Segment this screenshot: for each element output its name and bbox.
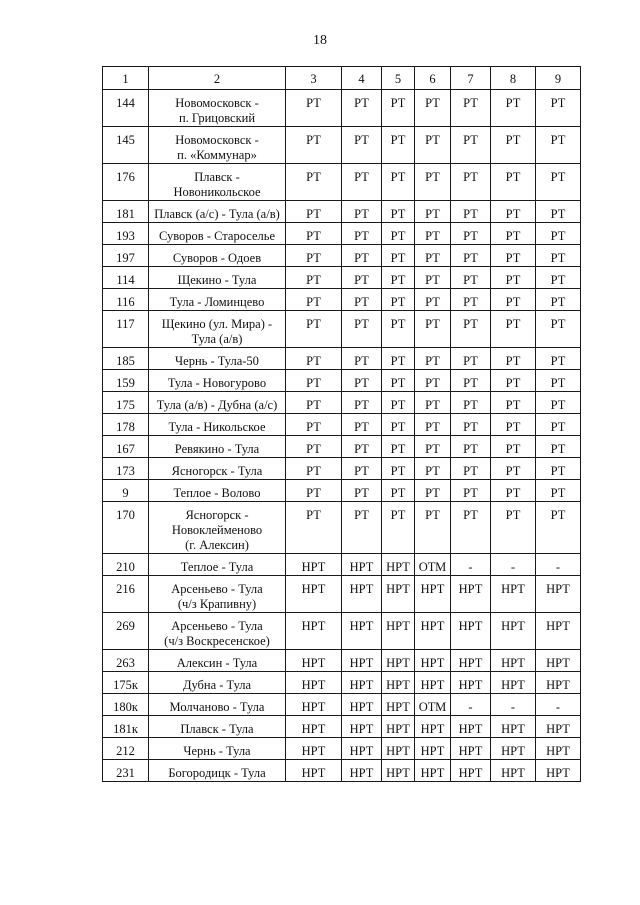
status-cell: РТ [415, 370, 451, 392]
route-number-cell: 210 [103, 554, 149, 576]
status-cell: РТ [286, 370, 342, 392]
status-cell: НРТ [342, 576, 382, 613]
header-cell-6: 6 [415, 67, 451, 90]
route-number-cell: 231 [103, 760, 149, 782]
status-cell: РТ [451, 414, 491, 436]
status-cell: РТ [286, 311, 342, 348]
status-cell: РТ [491, 223, 536, 245]
table-row [103, 672, 581, 694]
table-row [103, 414, 581, 436]
status-cell: РТ [536, 458, 581, 480]
status-cell: РТ [286, 348, 342, 370]
status-cell: НРТ [451, 650, 491, 672]
status-cell: РТ [451, 201, 491, 223]
status-cell: РТ [415, 458, 451, 480]
route-name-cell: Ревякино - Тула [149, 436, 286, 458]
route-number-cell: 180к [103, 694, 149, 716]
status-cell: РТ [342, 127, 382, 164]
status-cell: РТ [451, 267, 491, 289]
route-number-cell: 144 [103, 90, 149, 127]
route-name-cell: Щекино - Тула [149, 267, 286, 289]
table-row [103, 554, 581, 576]
status-cell: РТ [536, 90, 581, 127]
status-cell: РТ [382, 480, 415, 502]
status-cell: НРТ [342, 650, 382, 672]
status-cell: РТ [451, 392, 491, 414]
table-row [103, 223, 581, 245]
table-row [103, 613, 581, 650]
route-name-cell: Дубна - Тула [149, 672, 286, 694]
status-cell: РТ [342, 267, 382, 289]
status-cell: РТ [342, 201, 382, 223]
table-body [103, 67, 581, 782]
route-number-cell: 197 [103, 245, 149, 267]
status-cell: РТ [415, 90, 451, 127]
header-cell-9: 9 [536, 67, 581, 90]
table-row [103, 370, 581, 392]
status-cell: НРТ [536, 716, 581, 738]
status-cell: РТ [451, 90, 491, 127]
status-cell: РТ [536, 370, 581, 392]
status-cell: РТ [286, 289, 342, 311]
status-cell: НРТ [451, 576, 491, 613]
table-row [103, 164, 581, 201]
status-cell: РТ [415, 164, 451, 201]
status-cell: РТ [415, 127, 451, 164]
status-cell: НРТ [342, 694, 382, 716]
status-cell: РТ [342, 502, 382, 554]
status-cell: РТ [491, 348, 536, 370]
status-cell: НРТ [286, 554, 342, 576]
status-cell: НРТ [536, 650, 581, 672]
status-cell: РТ [536, 392, 581, 414]
status-cell: НРТ [491, 738, 536, 760]
status-cell: РТ [342, 245, 382, 267]
status-cell: РТ [415, 392, 451, 414]
header-cell-7: 7 [451, 67, 491, 90]
status-cell: РТ [451, 223, 491, 245]
status-cell: НРТ [536, 760, 581, 782]
status-cell: РТ [451, 245, 491, 267]
route-name-cell: Суворов - Одоев [149, 245, 286, 267]
status-cell: РТ [415, 289, 451, 311]
route-number-cell: 116 [103, 289, 149, 311]
status-cell: РТ [382, 370, 415, 392]
status-cell: РТ [382, 90, 415, 127]
route-number-cell: 145 [103, 127, 149, 164]
status-cell: НРТ [286, 613, 342, 650]
status-cell: РТ [382, 392, 415, 414]
route-name-cell: Плавск - Тула [149, 716, 286, 738]
status-cell: РТ [536, 348, 581, 370]
table-row [103, 738, 581, 760]
status-cell: РТ [451, 127, 491, 164]
route-table [102, 66, 581, 782]
route-number-cell: 117 [103, 311, 149, 348]
route-number-cell: 263 [103, 650, 149, 672]
route-name-cell: Тула - Новогурово [149, 370, 286, 392]
status-cell: - [491, 554, 536, 576]
status-cell: РТ [415, 436, 451, 458]
route-name-cell: Плавск - Новоникольское [149, 164, 286, 201]
status-cell: РТ [491, 245, 536, 267]
header-cell-4: 4 [342, 67, 382, 90]
status-cell: НРТ [382, 738, 415, 760]
route-name-cell: Тула (а/в) - Дубна (а/с) [149, 392, 286, 414]
table-row [103, 480, 581, 502]
status-cell: РТ [451, 370, 491, 392]
status-cell: НРТ [382, 576, 415, 613]
status-cell: РТ [536, 311, 581, 348]
table-row [103, 311, 581, 348]
route-number-cell: 269 [103, 613, 149, 650]
status-cell: РТ [286, 502, 342, 554]
route-number-cell: 178 [103, 414, 149, 436]
status-cell: РТ [286, 480, 342, 502]
status-cell: РТ [451, 502, 491, 554]
route-name-cell: Чернь - Тула-50 [149, 348, 286, 370]
status-cell: РТ [342, 223, 382, 245]
status-cell: РТ [342, 458, 382, 480]
status-cell: НРТ [415, 576, 451, 613]
status-cell: РТ [342, 90, 382, 127]
status-cell: РТ [491, 480, 536, 502]
status-cell: РТ [491, 201, 536, 223]
status-cell: НРТ [451, 613, 491, 650]
status-cell: НРТ [415, 672, 451, 694]
status-cell: НРТ [451, 738, 491, 760]
header-cell-3: 3 [286, 67, 342, 90]
status-cell: РТ [382, 502, 415, 554]
status-cell: РТ [286, 458, 342, 480]
route-number-cell: 212 [103, 738, 149, 760]
status-cell: НРТ [382, 672, 415, 694]
status-cell: РТ [451, 164, 491, 201]
status-cell: НРТ [286, 694, 342, 716]
route-name-cell: Ясногорск - Тула [149, 458, 286, 480]
status-cell: РТ [286, 201, 342, 223]
status-cell: РТ [342, 289, 382, 311]
status-cell: НРТ [286, 672, 342, 694]
route-name-cell: Теплое - Тула [149, 554, 286, 576]
status-cell: РТ [382, 267, 415, 289]
status-cell: РТ [415, 267, 451, 289]
status-cell: РТ [415, 414, 451, 436]
table-row [103, 127, 581, 164]
status-cell: НРТ [451, 672, 491, 694]
status-cell: НРТ [415, 650, 451, 672]
route-name-cell: Щекино (ул. Мира) - Тула (а/в) [149, 311, 286, 348]
status-cell: НРТ [536, 576, 581, 613]
route-number-cell: 216 [103, 576, 149, 613]
status-cell: РТ [286, 414, 342, 436]
status-cell: РТ [491, 414, 536, 436]
status-cell: НРТ [536, 613, 581, 650]
route-number-cell: 185 [103, 348, 149, 370]
header-row [103, 67, 581, 90]
route-number-cell: 175 [103, 392, 149, 414]
route-name-cell: Ясногорск - Новоклейменово (г. Алексин) [149, 502, 286, 554]
status-cell: НРТ [536, 738, 581, 760]
status-cell: НРТ [342, 554, 382, 576]
status-cell: НРТ [491, 576, 536, 613]
status-cell: РТ [382, 201, 415, 223]
status-cell: НРТ [382, 613, 415, 650]
route-name-cell: Арсеньево - Тула (ч/з Воскресенское) [149, 613, 286, 650]
status-cell: РТ [491, 267, 536, 289]
status-cell: РТ [382, 245, 415, 267]
route-number-cell: 181 [103, 201, 149, 223]
status-cell: РТ [491, 127, 536, 164]
status-cell: РТ [491, 164, 536, 201]
status-cell: РТ [536, 502, 581, 554]
status-cell: РТ [491, 370, 536, 392]
status-cell: РТ [286, 164, 342, 201]
route-name-cell: Чернь - Тула [149, 738, 286, 760]
route-number-cell: 176 [103, 164, 149, 201]
status-cell: НРТ [342, 760, 382, 782]
status-cell: РТ [491, 392, 536, 414]
table-row [103, 576, 581, 613]
status-cell: НРТ [415, 716, 451, 738]
status-cell: РТ [382, 289, 415, 311]
status-cell: НРТ [491, 672, 536, 694]
status-cell: РТ [342, 480, 382, 502]
route-number-cell: 193 [103, 223, 149, 245]
status-cell: НРТ [451, 760, 491, 782]
status-cell: НРТ [491, 650, 536, 672]
table-row [103, 716, 581, 738]
route-name-cell: Богородицк - Тула [149, 760, 286, 782]
status-cell: РТ [382, 348, 415, 370]
status-cell: - [451, 554, 491, 576]
status-cell: РТ [342, 311, 382, 348]
status-cell: РТ [286, 267, 342, 289]
status-cell: НРТ [382, 760, 415, 782]
status-cell: НРТ [451, 716, 491, 738]
route-name-cell: Тула - Никольское [149, 414, 286, 436]
route-name-cell: Молчаново - Тула [149, 694, 286, 716]
route-number-cell: 181к [103, 716, 149, 738]
status-cell: НРТ [415, 760, 451, 782]
table-row [103, 436, 581, 458]
table-row [103, 458, 581, 480]
header-cell-5: 5 [382, 67, 415, 90]
status-cell: РТ [536, 267, 581, 289]
status-cell: РТ [451, 458, 491, 480]
status-cell: РТ [382, 458, 415, 480]
header-cell-1: 1 [103, 67, 149, 90]
table-row [103, 90, 581, 127]
status-cell: РТ [491, 502, 536, 554]
status-cell: НРТ [382, 716, 415, 738]
route-name-cell: Новомосковск - п. Грицовский [149, 90, 286, 127]
status-cell: РТ [286, 245, 342, 267]
status-cell: РТ [415, 245, 451, 267]
status-cell: РТ [491, 436, 536, 458]
status-cell: РТ [382, 223, 415, 245]
status-cell: РТ [536, 127, 581, 164]
status-cell: РТ [415, 502, 451, 554]
status-cell: НРТ [342, 716, 382, 738]
status-cell: НРТ [286, 650, 342, 672]
status-cell: РТ [451, 436, 491, 458]
table-row [103, 289, 581, 311]
status-cell: РТ [286, 436, 342, 458]
status-cell: - [536, 694, 581, 716]
status-cell: РТ [451, 480, 491, 502]
status-cell: НРТ [342, 672, 382, 694]
status-cell: РТ [286, 392, 342, 414]
status-cell: РТ [382, 311, 415, 348]
status-cell: ОТМ [415, 694, 451, 716]
status-cell: НРТ [415, 613, 451, 650]
header-cell-2: 2 [149, 67, 286, 90]
route-number-cell: 175к [103, 672, 149, 694]
table-row [103, 348, 581, 370]
status-cell: РТ [451, 311, 491, 348]
route-number-cell: 9 [103, 480, 149, 502]
status-cell: НРТ [491, 760, 536, 782]
status-cell: РТ [415, 348, 451, 370]
status-cell: РТ [451, 348, 491, 370]
table-row [103, 694, 581, 716]
status-cell: РТ [536, 223, 581, 245]
status-cell: РТ [286, 127, 342, 164]
table-row [103, 502, 581, 554]
table-row [103, 760, 581, 782]
status-cell: РТ [342, 436, 382, 458]
status-cell: НРТ [491, 716, 536, 738]
page-number: 18 [313, 33, 327, 48]
status-cell: - [536, 554, 581, 576]
status-cell: РТ [451, 289, 491, 311]
status-cell: НРТ [342, 738, 382, 760]
status-cell: НРТ [286, 760, 342, 782]
status-cell: РТ [286, 223, 342, 245]
status-cell: РТ [415, 223, 451, 245]
status-cell: РТ [415, 480, 451, 502]
route-number-cell: 173 [103, 458, 149, 480]
status-cell: РТ [342, 164, 382, 201]
status-cell: НРТ [382, 554, 415, 576]
status-cell: РТ [382, 164, 415, 201]
route-name-cell: Тула - Ломинцево [149, 289, 286, 311]
status-cell: РТ [536, 436, 581, 458]
status-cell: РТ [415, 311, 451, 348]
status-cell: НРТ [536, 672, 581, 694]
status-cell: ОТМ [415, 554, 451, 576]
status-cell: РТ [382, 436, 415, 458]
status-cell: РТ [536, 164, 581, 201]
route-name-cell: Теплое - Волово [149, 480, 286, 502]
status-cell: НРТ [286, 738, 342, 760]
route-name-cell: Алексин - Тула [149, 650, 286, 672]
status-cell: РТ [491, 289, 536, 311]
route-number-cell: 170 [103, 502, 149, 554]
status-cell: РТ [536, 414, 581, 436]
status-cell: НРТ [382, 650, 415, 672]
status-cell: - [451, 694, 491, 716]
route-number-cell: 114 [103, 267, 149, 289]
header-cell-8: 8 [491, 67, 536, 90]
table-row [103, 267, 581, 289]
status-cell: РТ [536, 245, 581, 267]
status-cell: РТ [382, 414, 415, 436]
route-name-cell: Плавск (а/с) - Тула (а/в) [149, 201, 286, 223]
route-name-cell: Арсеньево - Тула (ч/з Крапивну) [149, 576, 286, 613]
status-cell: РТ [491, 311, 536, 348]
status-cell: РТ [536, 201, 581, 223]
status-cell: РТ [342, 414, 382, 436]
table-row [103, 201, 581, 223]
status-cell: НРТ [286, 576, 342, 613]
route-number-cell: 159 [103, 370, 149, 392]
status-cell: НРТ [342, 613, 382, 650]
status-cell: РТ [286, 90, 342, 127]
table-row [103, 245, 581, 267]
status-cell: РТ [342, 392, 382, 414]
route-number-cell: 167 [103, 436, 149, 458]
table-row [103, 392, 581, 414]
status-cell: РТ [382, 127, 415, 164]
status-cell: РТ [415, 201, 451, 223]
status-cell: РТ [491, 458, 536, 480]
status-cell: РТ [536, 289, 581, 311]
status-cell: НРТ [286, 716, 342, 738]
status-cell: НРТ [491, 613, 536, 650]
status-cell: - [491, 694, 536, 716]
status-cell: РТ [536, 480, 581, 502]
status-cell: НРТ [382, 694, 415, 716]
route-name-cell: Новомосковск - п. «Коммунар» [149, 127, 286, 164]
route-name-cell: Суворов - Староселье [149, 223, 286, 245]
table-row [103, 650, 581, 672]
status-cell: РТ [342, 370, 382, 392]
status-cell: РТ [342, 348, 382, 370]
status-cell: НРТ [415, 738, 451, 760]
status-cell: РТ [491, 90, 536, 127]
